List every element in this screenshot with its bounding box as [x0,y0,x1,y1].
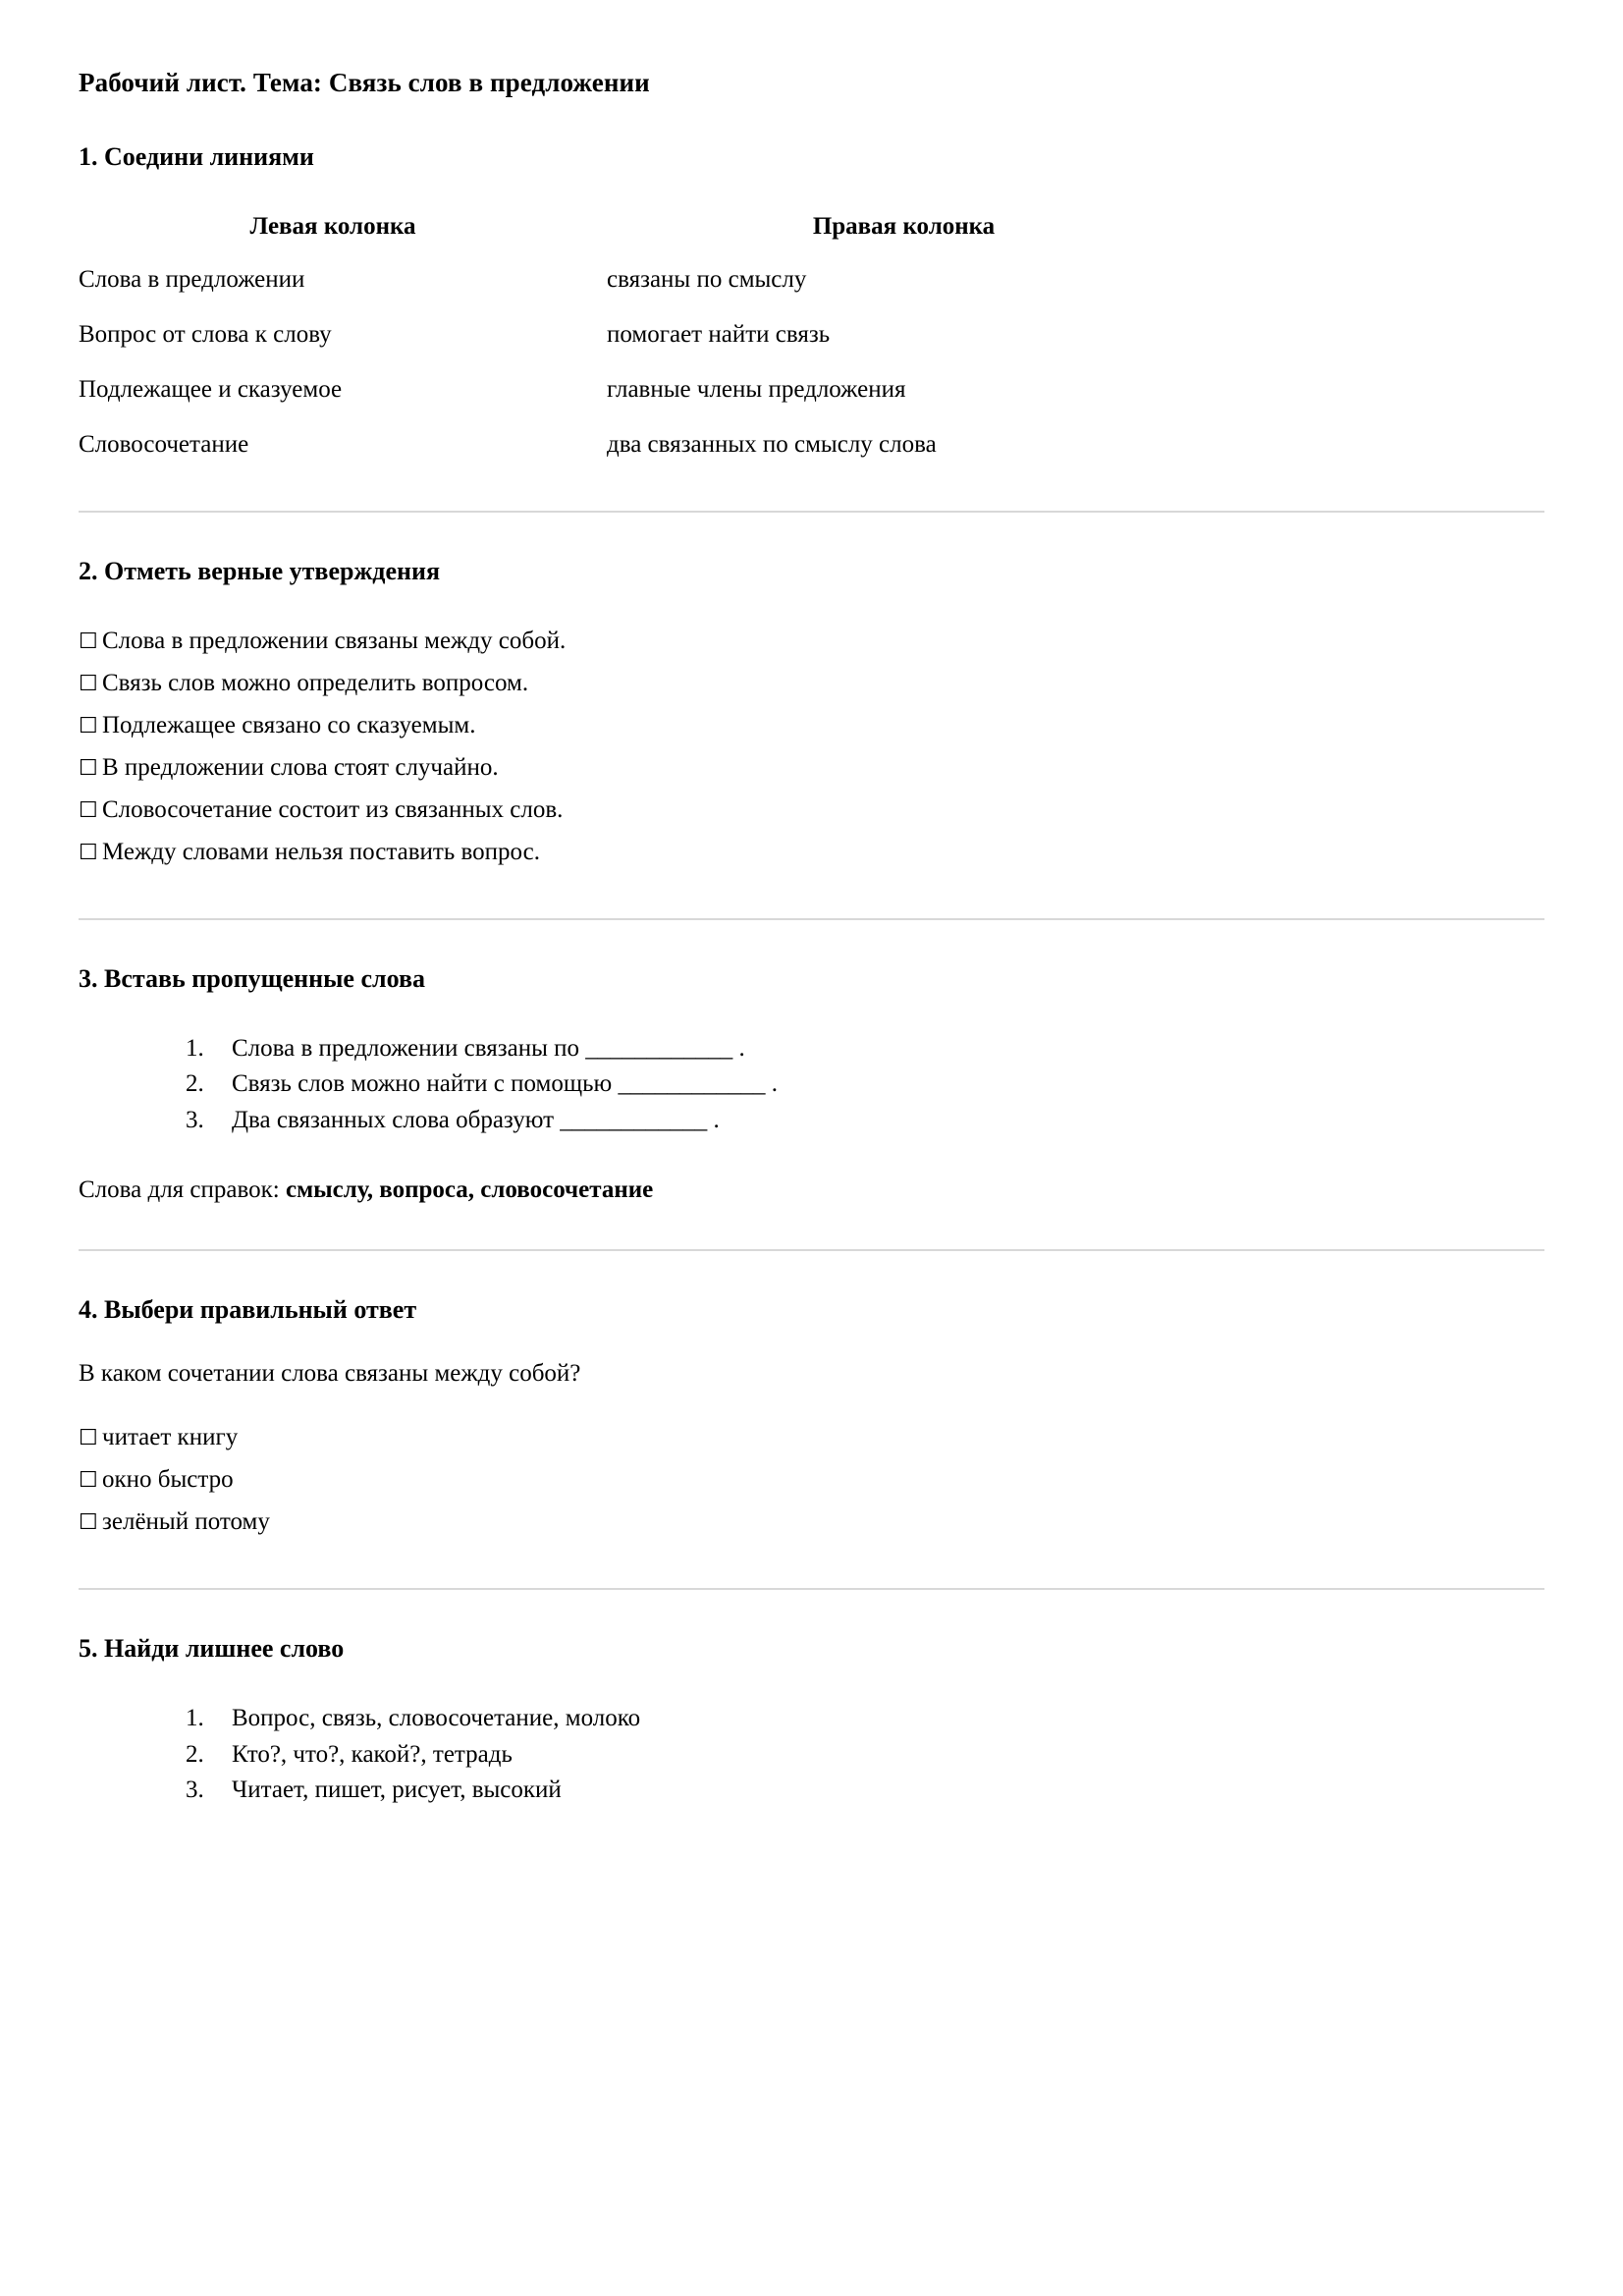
reference-words-values: смыслу, вопроса, словосочетание [285,1176,654,1204]
reference-words-line [79,1175,1544,1205]
match-right-item[interactable]: помогает найти связь [607,320,831,348]
section-heading-4: 4. Выбери правильный ответ [79,1294,417,1324]
checkbox-icon[interactable]: ☐ [79,713,98,738]
list-item-label: Слова в предложении связаны между собой. [102,627,567,654]
match-left-item[interactable]: Словосочетание [79,430,249,458]
checkbox-icon[interactable]: ☐ [79,1468,98,1494]
list-item-label: Связь слов можно определить вопросом. [102,669,529,696]
match-right-item[interactable]: главные члены предложения [607,375,906,403]
section-heading-2: 2. Отметь верные утверждения [79,556,441,585]
checkbox-icon[interactable]: ☐ [79,1510,98,1536]
question-text: В каком сочетании слова связаны между собой? [79,1359,581,1387]
table-row [79,430,1544,485]
list-item-label: В предложении слова стоят случайно. [102,753,499,781]
list-item[interactable] [79,1506,1544,1537]
table-row [79,265,1544,320]
list-item[interactable] [79,752,1544,783]
checkbox-icon[interactable]: ☐ [79,797,98,823]
match-right-item[interactable]: связаны по смыслу [607,265,807,293]
table-row [79,320,1544,375]
checkbox-icon[interactable]: ☐ [79,840,98,865]
match-left-item[interactable]: Слова в предложении [79,265,305,293]
list-item[interactable] [79,837,1544,867]
list-item-label: Словосочетание состоит из связанных слов. [102,795,564,823]
match-left-item[interactable]: Подлежащее и сказуемое [79,375,343,403]
list-item[interactable]: 3. Два связанных слова образуют ____________ . [210,1105,1544,1136]
checkbox-icon[interactable]: ☐ [79,671,98,696]
list-item[interactable] [79,794,1544,825]
column-header-right: Правая колонка [812,212,996,240]
list-item-label: Между словами нельзя поставить вопрос. [102,838,540,865]
section-heading-3: 3. Вставь пропущенные слова [79,963,425,993]
odd-one-out-list [79,1703,1544,1806]
table-row [79,375,1544,430]
checkbox-icon[interactable]: ☐ [79,1426,98,1451]
list-item[interactable]: 1. Слова в предложении связаны по ____________ . [210,1033,1544,1065]
list-item[interactable] [79,710,1544,740]
fill-in-blanks-list [79,1033,1544,1136]
page-title: Рабочий лист. Тема: Связь слов в предложении [79,68,650,97]
statements-checklist [79,626,1544,867]
match-left-item[interactable]: Вопрос от слова к слову [79,320,332,348]
reference-words-label: Слова для справок: [79,1176,280,1204]
list-item[interactable] [79,626,1544,656]
list-item[interactable] [79,1422,1544,1452]
table-header-row [79,212,1544,265]
section-heading-1: 1. Соедини линиями [79,142,314,172]
list-item[interactable]: 3. Читает, пишет, рисует, высокий [210,1775,1544,1806]
list-item[interactable] [79,668,1544,698]
column-header-left: Левая колонка [249,212,416,240]
checkbox-icon[interactable]: ☐ [79,629,98,654]
list-item-label: зелёный потому [102,1508,270,1536]
section-heading-5: 5. Найди лишнее слово [79,1634,345,1664]
list-item[interactable]: 1. Вопрос, связь, словосочетание, молоко [210,1703,1544,1734]
list-item-label: окно быстро [102,1466,234,1494]
list-item-label: Подлежащее связано со сказуемым. [102,711,476,738]
list-item[interactable] [79,1464,1544,1495]
answer-options-list [79,1422,1544,1537]
list-item-label: читает книгу [102,1424,239,1451]
match-right-item[interactable]: два связанных по смыслу слова [607,430,937,458]
match-columns-table [79,212,1544,485]
list-item[interactable]: 2. Кто?, что?, какой?, тетрадь [210,1739,1544,1771]
list-item[interactable]: 2. Связь слов можно найти с помощью ____________ . [210,1068,1544,1100]
checkbox-icon[interactable]: ☐ [79,755,98,781]
